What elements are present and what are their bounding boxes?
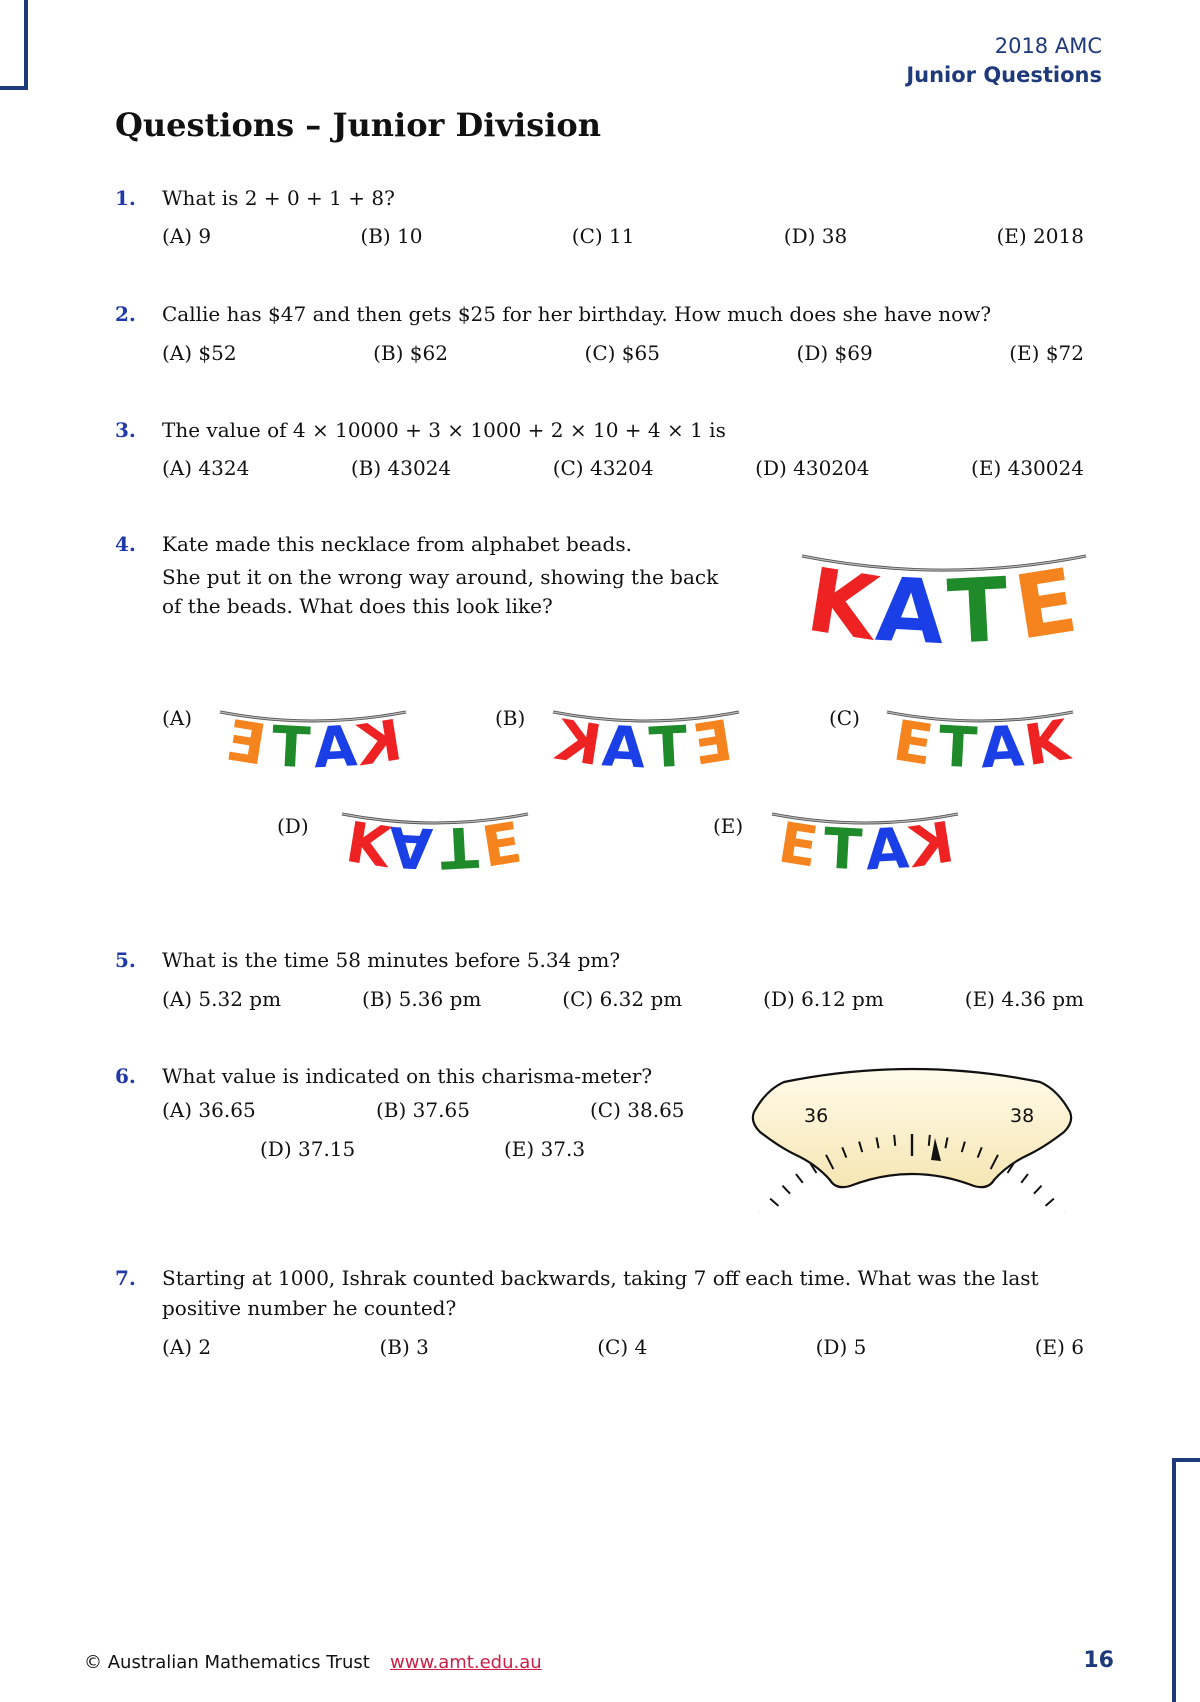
meter-tick xyxy=(796,1174,803,1183)
bead-letter: E xyxy=(889,708,938,779)
option-c: (C) 6.32 pm xyxy=(562,987,683,1011)
option-d: (D) 37.15 xyxy=(260,1137,356,1161)
question-number: 7. xyxy=(115,1266,136,1290)
bead-letter: K xyxy=(800,547,885,661)
option-c: (C) 38.65 xyxy=(590,1098,685,1122)
bead-letter: E xyxy=(688,708,737,779)
option-e: (E) xyxy=(713,814,744,838)
question-text-line-2: She put it on the wrong way around, showing the back xyxy=(162,565,719,589)
question-number: 5. xyxy=(115,948,136,972)
option-e: (E) 430024 xyxy=(971,456,1084,480)
option-b: (B) 10 xyxy=(360,224,423,248)
option-e: (E) 37.3 xyxy=(504,1137,586,1161)
meter-tick xyxy=(1034,1186,1042,1194)
necklace-original xyxy=(801,548,1086,664)
bead-letter: K xyxy=(905,810,959,882)
option-b: (B) 43024 xyxy=(350,456,452,480)
page-number: 16 xyxy=(1083,1648,1114,1673)
option-a: (A) 36.65 xyxy=(162,1098,256,1122)
option-d: (D) $69 xyxy=(796,341,873,365)
meter-tick xyxy=(894,1135,895,1146)
header-section: Junior Questions xyxy=(906,63,1102,87)
corner-mark-top-left xyxy=(0,0,28,90)
necklace-option-c xyxy=(887,708,1076,782)
option-e: (E) $72 xyxy=(1009,341,1084,365)
page-title: Questions – Junior Division xyxy=(115,106,601,144)
bead-letter: T xyxy=(269,714,312,782)
question-2-options xyxy=(162,341,1084,365)
question-7 xyxy=(115,1266,1039,1290)
header-year: 2018 AMC xyxy=(994,34,1102,58)
question-text-line-1: Starting at 1000, Ishrak counted backwards, taking 7 off each time. What was the last xyxy=(162,1266,1039,1290)
meter-tick xyxy=(1046,1199,1054,1206)
meter-label-left: 36 xyxy=(804,1105,829,1127)
bead-letter: T xyxy=(936,714,979,782)
necklace-option-a xyxy=(220,708,406,781)
bead-letter: K xyxy=(552,708,606,780)
option-b: (B) $62 xyxy=(373,341,448,365)
option-a: (A) 5.32 pm xyxy=(162,987,282,1011)
bead-letter: A xyxy=(873,557,947,665)
bead-letter: A xyxy=(311,714,359,782)
bead-letter: T xyxy=(945,557,1011,664)
question-4 xyxy=(115,532,632,556)
bead-letter: A xyxy=(978,714,1026,782)
necklace-option-d xyxy=(342,810,528,881)
question-text: The value of 4 × 10000 + 3 × 1000 + 2 × 10 + 4 × 1 is xyxy=(162,418,726,442)
question-text-line-1: Kate made this necklace from alphabet beads. xyxy=(162,532,632,556)
bead-letter: E xyxy=(477,810,526,881)
option-b: (B) 5.36 pm xyxy=(362,987,482,1011)
question-number: 3. xyxy=(115,418,136,442)
meter-tick xyxy=(782,1186,790,1194)
bead-letter: T xyxy=(438,813,480,880)
question-3 xyxy=(115,418,726,442)
question-text: What is the time 58 minutes before 5.34 pm? xyxy=(162,948,621,972)
option-c: (C) $65 xyxy=(584,341,660,365)
question-5 xyxy=(115,948,620,972)
question-number: 4. xyxy=(115,532,136,556)
bead-letter: A xyxy=(387,812,435,881)
necklace-option-b xyxy=(550,708,739,782)
option-a: (A) xyxy=(162,706,193,730)
option-d: (D) xyxy=(277,814,309,838)
question-1-options xyxy=(162,224,1084,248)
meter-tick xyxy=(770,1199,778,1206)
option-b: (B) xyxy=(495,706,526,730)
option-b: (B) 37.65 xyxy=(376,1098,470,1122)
bead-letter: A xyxy=(863,816,911,884)
option-e: (E) 2018 xyxy=(996,224,1084,248)
necklace-option-e xyxy=(772,810,958,883)
bead-letter: K xyxy=(1020,708,1074,780)
question-text-line-2: positive number he counted? xyxy=(162,1296,457,1320)
meter-label-right: 38 xyxy=(1010,1105,1035,1127)
question-1 xyxy=(115,186,395,210)
bead-letter: K xyxy=(341,810,395,882)
question-number: 6. xyxy=(115,1064,136,1088)
option-a: (A) 2 xyxy=(162,1335,212,1359)
question-6 xyxy=(115,1064,652,1088)
option-c: (C) xyxy=(829,706,860,730)
option-e: (E) 6 xyxy=(1034,1335,1084,1359)
bead-letter: A xyxy=(600,714,648,782)
bead-letter: E xyxy=(774,810,823,881)
option-c: (C) 43204 xyxy=(552,456,654,480)
bead-letter: K xyxy=(353,708,407,780)
question-text: What is 2 + 0 + 1 + 8? xyxy=(162,186,395,210)
question-number: 1. xyxy=(115,186,136,210)
meter-tick xyxy=(929,1135,930,1146)
option-a: (A) 9 xyxy=(162,224,212,248)
bead-letter: T xyxy=(647,714,690,782)
question-3-options xyxy=(162,456,1084,480)
bead-letter: T xyxy=(821,816,864,884)
footer-copyright: © Australian Mathematics Trust xyxy=(84,1652,370,1673)
corner-mark-bottom-right xyxy=(1172,1458,1200,1702)
question-number: 2. xyxy=(115,302,136,326)
meter-tick xyxy=(1021,1174,1028,1183)
question-2 xyxy=(115,302,991,326)
bead-letter: E xyxy=(222,708,271,779)
bead-letter: E xyxy=(1007,548,1084,660)
option-d: (D) 5 xyxy=(815,1335,867,1359)
question-text-line-3: of the beads. What does this look like? xyxy=(162,594,553,618)
question-text: What value is indicated on this charisma-meter? xyxy=(162,1064,653,1088)
option-a: (A) 4324 xyxy=(162,456,250,480)
question-7-options xyxy=(162,1335,1084,1359)
option-a: (A) $52 xyxy=(162,341,237,365)
option-c: (C) 4 xyxy=(597,1335,648,1359)
option-b: (B) 3 xyxy=(379,1335,429,1359)
meter-face xyxy=(753,1069,1071,1187)
option-d: (D) 430204 xyxy=(755,456,870,480)
charisma-meter xyxy=(742,1062,1082,1212)
question-5-options xyxy=(162,987,1084,1011)
option-d: (D) 6.12 pm xyxy=(763,987,884,1011)
option-c: (C) 11 xyxy=(571,224,635,248)
option-d: (D) 38 xyxy=(783,224,848,248)
footer-link[interactable]: www.amt.edu.au xyxy=(390,1652,542,1673)
question-text: Callie has $47 and then gets $25 for her birthday. How much does she have now? xyxy=(162,302,992,326)
option-e: (E) 4.36 pm xyxy=(964,987,1084,1011)
